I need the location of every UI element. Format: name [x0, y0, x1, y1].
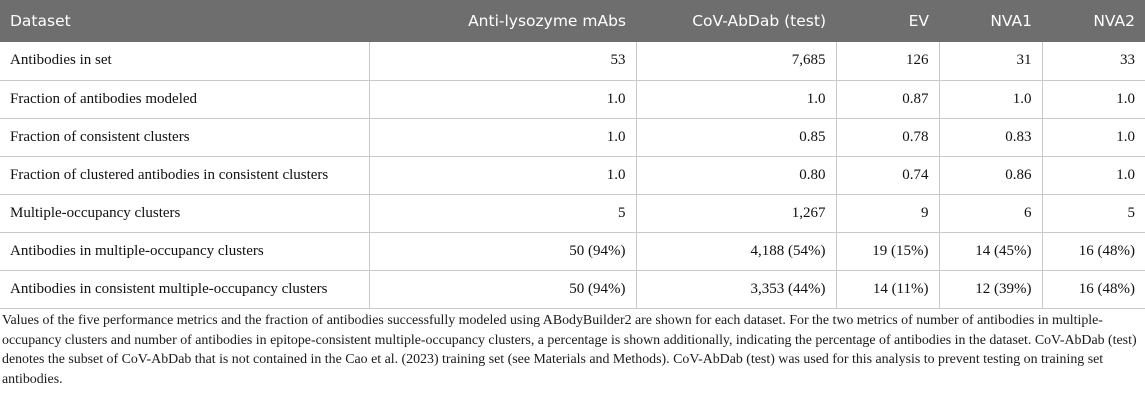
row-label: Fraction of clustered antibodies in consistent clusters [10, 166, 329, 183]
row-label: Fraction of consistent clusters [10, 128, 190, 145]
table-cell: 12 (39%) [939, 270, 1042, 308]
row-label: Antibodies in multiple-occupancy clusters [10, 242, 264, 259]
table-cell: 5 [369, 194, 636, 232]
row-label: Antibodies in set [10, 52, 112, 69]
header-ev: EV [908, 12, 929, 30]
table-cell: 1.0 [369, 80, 636, 118]
table-row [0, 80, 1145, 118]
table-cell: 5 [1042, 194, 1145, 232]
header-anti-lysozyme: Anti-lysozyme mAbs [468, 12, 626, 30]
table-cell: 0.80 [636, 156, 836, 194]
table-cell: 0.74 [836, 156, 939, 194]
table-cell: 1.0 [1042, 118, 1145, 156]
table-cell: 16 (48%) [1042, 232, 1145, 270]
table-header-row [0, 0, 1145, 42]
table-cell: 1.0 [369, 118, 636, 156]
header-cov-abdab: CoV-AbDab (test) [692, 12, 826, 30]
table-cell: 0.83 [939, 118, 1042, 156]
row-label: Antibodies in consistent multiple-occupancy clusters [10, 280, 328, 297]
table-cell: 0.87 [836, 80, 939, 118]
table-cell: 4,188 (54%) [636, 232, 836, 270]
table-row [0, 118, 1145, 156]
header-nva1: NVA1 [990, 12, 1032, 30]
table-cell: 33 [1042, 42, 1145, 80]
table-cell: 16 (48%) [1042, 270, 1145, 308]
row-label: Multiple-occupancy clusters [10, 204, 181, 221]
table-row [0, 194, 1145, 232]
table-cell: 53 [369, 42, 636, 80]
table-row [0, 156, 1145, 194]
table-cell: 1.0 [636, 80, 836, 118]
table-cell: 1.0 [1042, 156, 1145, 194]
table-row [0, 42, 1145, 80]
table-cell: 1.0 [939, 80, 1042, 118]
table-cell: 1.0 [369, 156, 636, 194]
header-dataset: Dataset [10, 12, 71, 30]
table-cell: 1,267 [636, 194, 836, 232]
table-cell: 0.86 [939, 156, 1042, 194]
table-caption: Values of the five performance metrics and the fraction of antibodies successfully modeled using ABodyBuilder2 are shown for each dataset. For the two metrics of number of antibodies in multiple-occupancy clusters and number of antibodies in epitope-consistent multiple-occupancy clusters, a percentage is shown additionally, indicating the percentage of antibodies in the dataset. CoV-AbDab (test) denotes the subset of CoV-AbDab that is not contained in the Cao et al. (2023) training set (see Materials and Methods). CoV-AbDab (test) was used for this analysis to prevent testing on training set antibodies. [2, 313, 1137, 387]
table-cell: 1.0 [1042, 80, 1145, 118]
table-cell: 6 [939, 194, 1042, 232]
table-cell: 0.85 [636, 118, 836, 156]
table-cell: 14 (45%) [939, 232, 1042, 270]
table-cell: 50 (94%) [369, 232, 636, 270]
table-cell: 9 [836, 194, 939, 232]
table-cell: 3,353 (44%) [636, 270, 836, 308]
table-cell: 0.78 [836, 118, 939, 156]
table-cell: 14 (11%) [836, 270, 939, 308]
row-label: Fraction of antibodies modeled [10, 90, 198, 107]
table-row [0, 270, 1145, 308]
table-cell: 50 (94%) [369, 270, 636, 308]
table-cell: 126 [836, 42, 939, 80]
table-cell: 19 (15%) [836, 232, 939, 270]
table-cell: 31 [939, 42, 1042, 80]
table-row [0, 232, 1145, 270]
table-cell: 7,685 [636, 42, 836, 80]
header-nva2: NVA2 [1093, 12, 1135, 30]
